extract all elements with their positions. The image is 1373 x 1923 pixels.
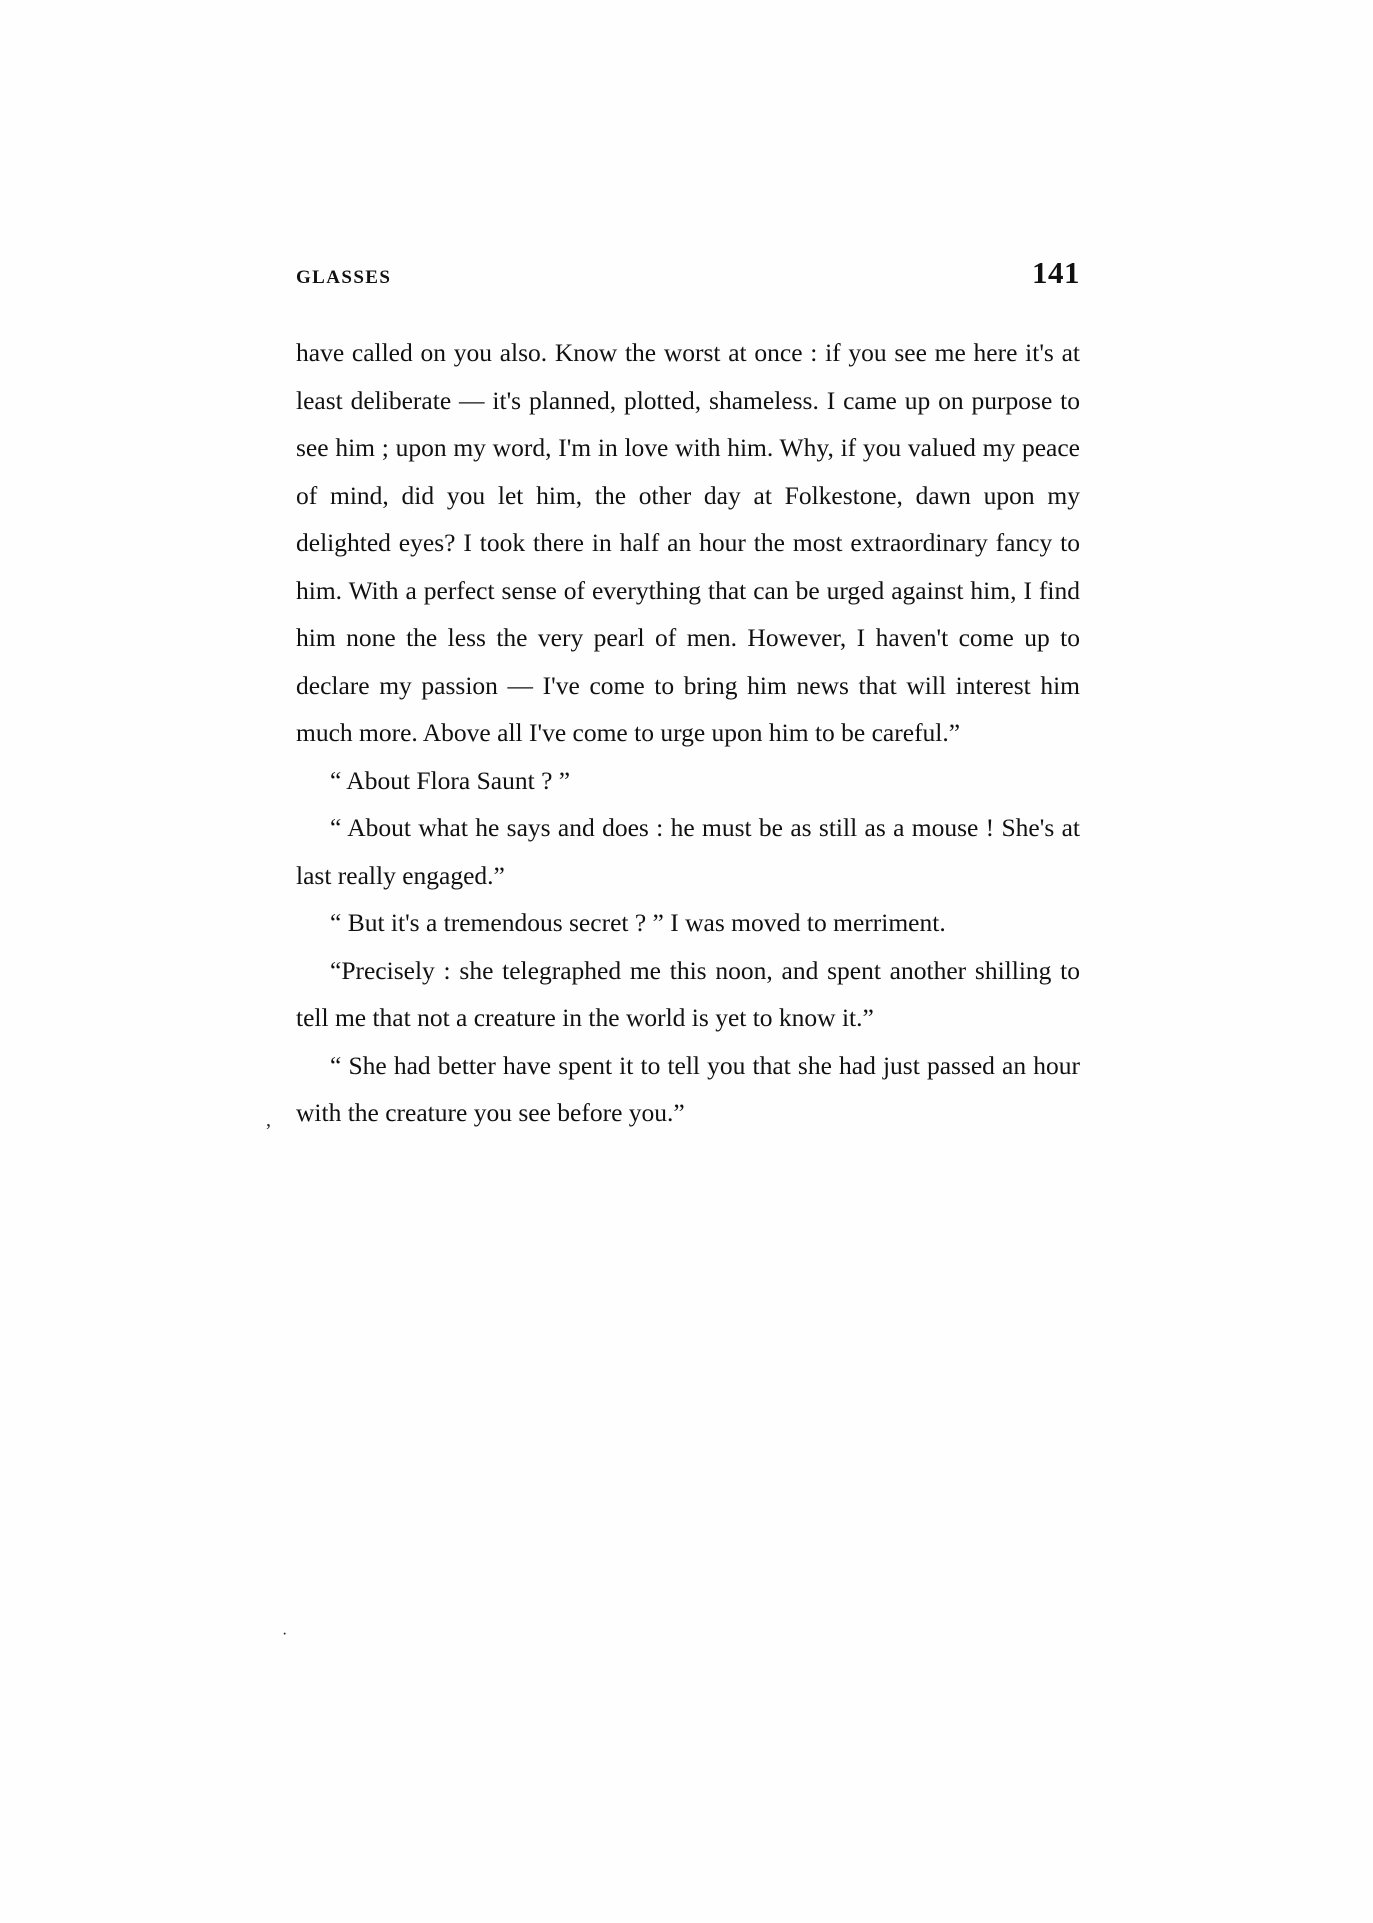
- running-head: [296, 255, 1080, 291]
- paragraph: have called on you also. Know the worst at once : if you see me here it's at least deliberate — it's planned, plotted, shameless. I came up on purpose to see him ; upon my word, I'm in love with him. Why, if you valued my peace of mind, did you let him, the other day at Folkestone, dawn upon my delighted eyes? I took there in half an hour the most extraordinary fancy to him. With a perfect sense of everything that can be urged against him, I find him none the less the very pearl of men. However, I haven't come up to declare my passion — I've come to bring him news that will interest him much more. Above all I've come to urge upon him to be careful.”: [296, 338, 1080, 747]
- paragraph: “Precisely : she telegraphed me this noon, and spent another shilling to tell me that not a creature in the world is yet to know it.”: [296, 955, 1080, 1032]
- page-number: 141: [1032, 255, 1080, 290]
- paragraph: “ She had better have spent it to tell you that she had just passed an hour with the creature you see before you.”: [296, 1050, 1080, 1127]
- paragraph: “ But it's a tremendous secret ? ” I was moved to merriment.: [330, 908, 946, 937]
- page-text-block: [296, 255, 1080, 1137]
- marginal-mark-comma: ,: [266, 1109, 271, 1131]
- paragraph: “ About what he says and does : he must be as still as a mouse ! She's at last really engaged.”: [296, 813, 1080, 890]
- paragraph: “ About Flora Saunt ? ”: [330, 765, 571, 795]
- running-head-title: GLASSES: [296, 267, 392, 288]
- marginal-mark-dot: ·: [282, 1626, 288, 1643]
